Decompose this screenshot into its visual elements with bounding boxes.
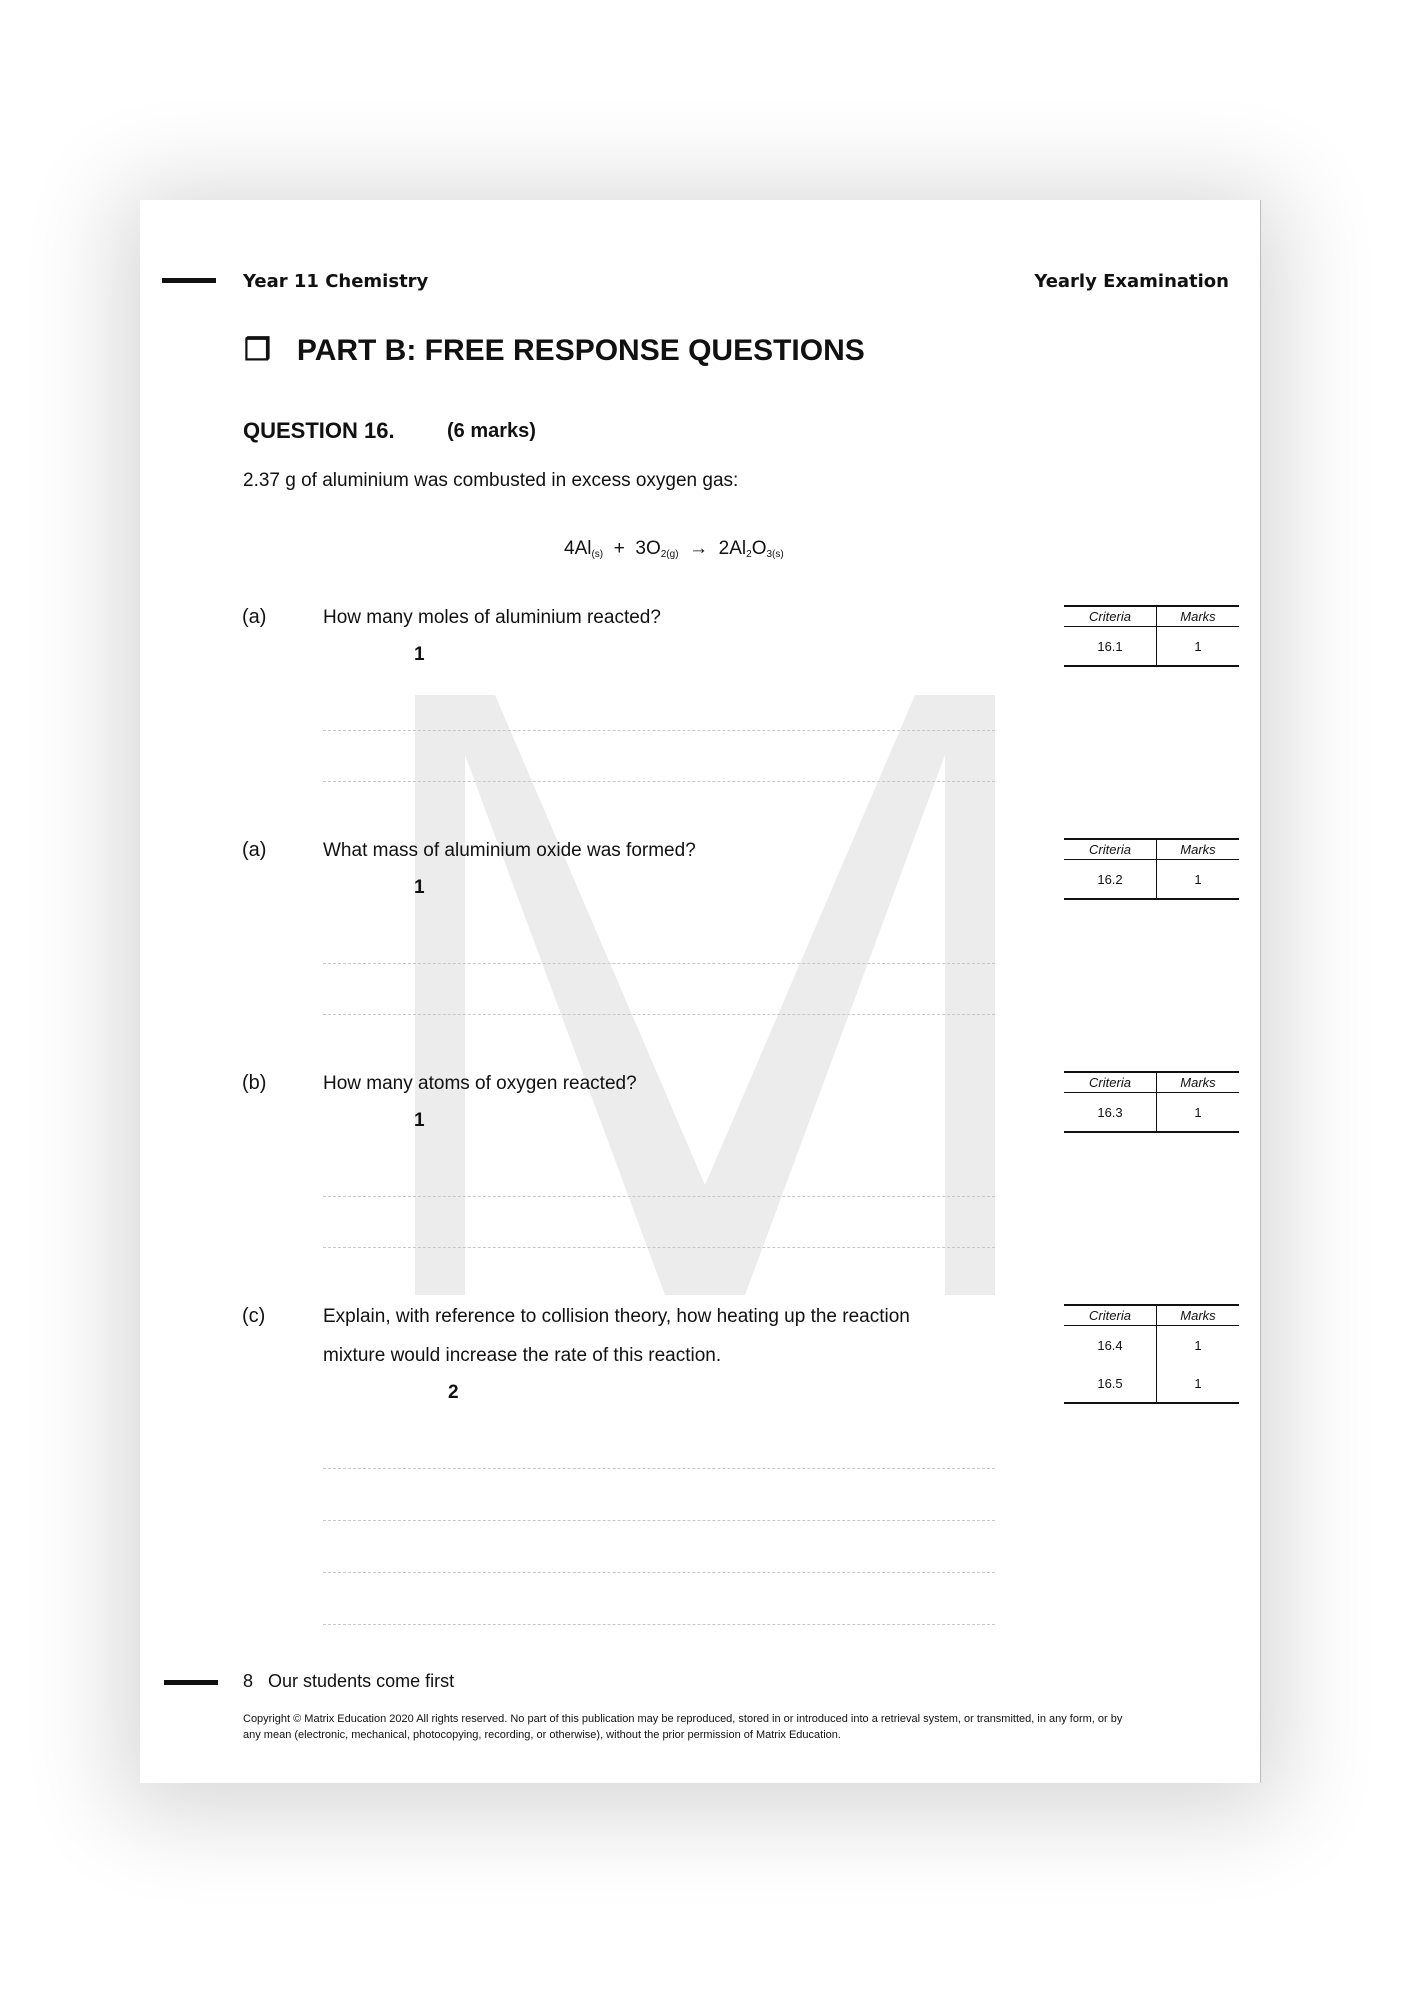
part-question: What mass of aluminium oxide was formed? <box>323 840 696 861</box>
criteria-id: 16.5 <box>1064 1364 1157 1403</box>
criteria-id: 16.3 <box>1064 1093 1157 1133</box>
answer-line[interactable] <box>323 1468 995 1469</box>
chemical-equation: $4Al_{(s)} + 3O_{2(g)} \to 2Al_2O_{3(s)}$ <box>564 538 784 560</box>
answer-line[interactable] <box>323 1014 995 1015</box>
part-mark: 1 <box>414 644 425 665</box>
exam-page <box>140 200 1261 1783</box>
watermark-m-logo <box>415 695 995 1295</box>
answer-line[interactable] <box>323 1520 995 1521</box>
footer-line <box>243 1671 454 1692</box>
criteria-marks: 1 <box>1194 1104 1202 1120</box>
part-label: (a) <box>242 839 267 861</box>
page-number: 8 <box>243 1671 254 1691</box>
criteria-table: Criteria Marks 16.1 1 <box>1064 605 1239 667</box>
part-question: How many atoms of oxygen reacted? <box>323 1073 637 1094</box>
answer-line[interactable] <box>323 963 995 964</box>
part-question-line1: Explain, with reference to collision theory, how heating up the reaction <box>323 1306 910 1327</box>
criteria-table: Criteria Marks 16.3 1 <box>1064 1071 1239 1133</box>
part-mark: 1 <box>414 1110 425 1131</box>
criteria-id: 16.4 <box>1064 1326 1157 1365</box>
criteria-table: Criteria Marks 16.2 1 <box>1064 838 1239 900</box>
question-title: QUESTION 16. <box>243 418 395 443</box>
criteria-marks: 1 <box>1194 871 1202 887</box>
answer-line[interactable] <box>323 730 995 731</box>
answer-line[interactable] <box>323 1624 995 1625</box>
part-label: (b) <box>242 1072 267 1094</box>
footer-tagline: Our students come first <box>268 1671 455 1691</box>
header-exam: Yearly Examination <box>1034 271 1229 292</box>
answer-line[interactable] <box>323 1572 995 1573</box>
footer-dash <box>164 1680 218 1685</box>
part-title-text: PART B: FREE RESPONSE QUESTIONS <box>296 334 865 367</box>
part-label: (c) <box>242 1305 266 1327</box>
part-title <box>244 334 865 368</box>
part-mark: 2 <box>448 1382 459 1403</box>
part-question: How many moles of aluminium reacted? <box>323 607 661 628</box>
checkbox-icon: ❒ <box>244 334 271 367</box>
answer-line[interactable] <box>323 781 995 782</box>
answer-line[interactable] <box>323 1196 995 1197</box>
criteria-marks: 1 <box>1194 1337 1202 1353</box>
question-marks: (6 marks) <box>447 420 536 442</box>
header-course: Year 11 Chemistry <box>243 271 429 292</box>
criteria-id: 16.2 <box>1064 860 1157 900</box>
header-dash <box>162 278 216 283</box>
criteria-id: 16.1 <box>1064 627 1157 667</box>
criteria-marks: 1 <box>1194 638 1202 654</box>
criteria-marks: 1 <box>1194 1375 1202 1391</box>
answer-line[interactable] <box>323 1247 995 1248</box>
copyright-notice: Copyright © Matrix Education 2020 All rights reserved. No part of this publication may be reproduced, stored in or introduced into a retrieval system, or transmitted, in any form, or by any mean (electronic, mechanical, photocopying, recording, or otherwise), without the prior permission of Matrix Education. <box>243 1713 1123 1741</box>
part-label: (a) <box>242 606 267 628</box>
criteria-table: Criteria Marks 16.4 1 16.5 1 <box>1064 1304 1239 1404</box>
part-mark: 1 <box>414 877 425 898</box>
part-question-line2: mixture would increase the rate of this reaction. <box>323 1345 722 1366</box>
question-intro: 2.37 g of aluminium was combusted in excess oxygen gas: <box>243 470 739 491</box>
